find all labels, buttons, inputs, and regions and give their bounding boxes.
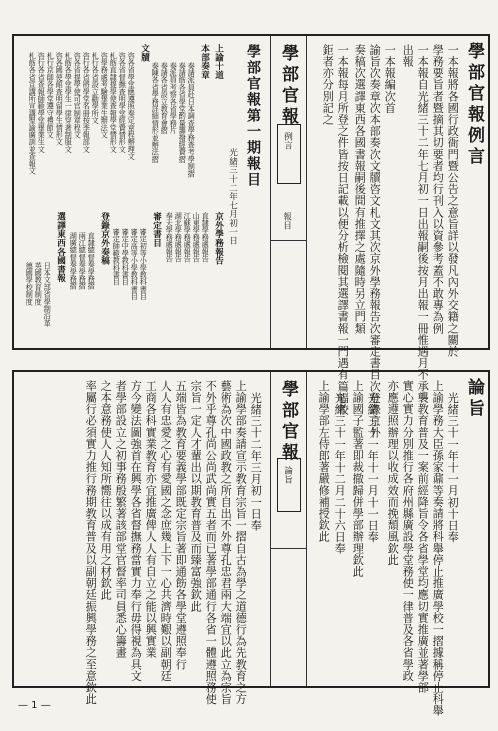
edict1-line: 實心實力分別推行各府州縣廣設學堂務使一律普及各省學政 <box>401 380 415 682</box>
edict4-line: 率屬行必須實力推行務期教育普及以副朝廷振興學務之至意欽此 <box>84 380 98 705</box>
edicts-section-title: 論旨 <box>464 378 484 420</box>
edict4-line: 宗旨一定人才輩出以期教育普及而臻富強欽此 <box>189 380 203 612</box>
toc-item: 咨各省督撫查明學堂經費情形文 <box>118 52 128 153</box>
edict4-line: 者學部設立之初事務殷繁著該部堂官督率司員悉心籌畫 <box>114 380 128 659</box>
toc-item: 湖廣總督奏學務摺 <box>69 232 79 290</box>
toc-item: 咨學務處考驗畢業生辦法文 <box>100 52 110 139</box>
edict4-line: 之本意務使人人知所嚮往以成有用之材欽此 <box>99 380 113 601</box>
toc-heading-memorials: 本部奏章 <box>199 44 210 80</box>
example-line-7: 奏稿次選譯東西各國書報嗣後間有推擇之處隨時另立門類 <box>353 44 367 334</box>
edict4-date: 光緒三十二年三月初一日奉 <box>249 392 263 532</box>
toc-item: 札飭各省宣講所宣講聖諭廣訓並查報文 <box>28 52 38 175</box>
toc-item: 奏請派員赴日本調查學務查考學制摺 <box>187 62 197 178</box>
toc-heading-edicts: 上諭十道 <box>213 44 224 80</box>
banner-title: 學部官報 <box>278 44 298 128</box>
toc-heading-documents: 文牘 <box>139 44 150 62</box>
toc-item: 札行各省設立勸學所文 <box>91 52 101 124</box>
issue-date: 光緒三十二年七月初一日 <box>227 148 238 245</box>
toc-item: 奏派員考察各省學務片 <box>169 62 179 134</box>
toc-item: 咨各國使館查明留學生情形文 <box>55 52 65 146</box>
example-line-2: 學務要旨者暨摘其切要者均行刊入以資參考蓋不敢專為例 <box>431 44 445 334</box>
toc-item: 奉天學務處報告 <box>165 212 175 263</box>
example-line-4: 出報 <box>401 44 415 68</box>
edict1-line: 承襲教育普及一案前經降旨令各省學堂均應切實推廣並著學部 <box>416 380 430 694</box>
edict2-date: 光緒三十一年十一月十一日奉 <box>366 392 380 543</box>
page-number: — 1 — <box>18 700 51 711</box>
toc-item: 湖北學務處報告 <box>174 212 184 263</box>
toc-item: 審定師範教科書目 <box>112 228 122 286</box>
toc-item: 兩江總督奏學務摺 <box>78 232 88 290</box>
edict4-line: 工商各科實業教育亦宜推廣俾人人有自立之能以興實業 <box>144 380 158 659</box>
example-line-6: 諭旨次奏章次本部奏次文牘咨文札文其次京外學務報告次審定書目次登錄京外 <box>368 44 382 439</box>
banner-rule <box>271 548 306 549</box>
banner-subtitle: 論旨 <box>282 466 293 484</box>
toc-item: 山東學務處報告 <box>192 212 202 263</box>
toc-item: 審定高等小學教科書目 <box>130 228 140 300</box>
toc-item: 札飭直隸提學使查報學堂情形文 <box>109 52 119 153</box>
banner-label: 報目 <box>281 212 292 230</box>
banner-title: 學部官報 <box>278 380 298 464</box>
toc-heading-reports: 京外學務報告 <box>213 212 224 265</box>
example-line-9: 鉅者亦分別記之 <box>321 44 335 126</box>
edict3-text: 上諭學部左侍郎著嚴修補授欽此 <box>317 380 331 543</box>
toc-item: 英國教育制度 <box>34 262 44 306</box>
toc-item: 奏請各省設立教育會摺 <box>160 62 170 134</box>
toc-heading-approved-books: 審定書目 <box>151 212 162 248</box>
banner-divider-left <box>270 372 271 686</box>
example-line-8: 一本報每月所登之件皆按日記載以便分析檢閱其選譯書報一門遇有篇幅較 <box>336 44 350 416</box>
banner-rule <box>271 240 306 241</box>
toc-item: 直隸總督奏學務摺 <box>87 232 97 290</box>
edict1-line: 上諭學務大臣孫家鼐等奏請將科舉停止推廣學校一摺據稱停止科舉 <box>431 380 445 717</box>
example-line-3: 一本報自光緒三十二年七月初一日出報嗣後按月出報一冊惟遇月不 <box>416 44 430 381</box>
toc-item: 奏陳各省學務詳細情形並辦法摺 <box>151 62 161 163</box>
toc-heading-memorial-drafts: 登錄京外奏稿 <box>99 212 110 265</box>
edict4-line: 人人有忠愛之心有愛國之念庶幾上下一心共濟時艱以副朝廷 <box>159 380 173 682</box>
banner-subtitle: 例言 <box>282 132 293 150</box>
toc-item: 直隸學務處報告 <box>201 212 211 263</box>
example-line-5: 一本報編次首 <box>383 44 397 114</box>
edict4-line: 五端皆為教育要義學部既定宗旨著即通飭各學堂遵照奉行 <box>174 380 188 670</box>
toc-item: 咨各省提學使司官制章程文 <box>73 52 83 139</box>
banner-divider-left <box>270 36 271 348</box>
banner-divider-right <box>306 36 307 348</box>
toc-item: 咨行各省查報師範學堂畢業生文 <box>37 52 47 153</box>
toc-item: 審定中學教科書目 <box>121 228 131 286</box>
edict4-line: 方今變法圖強首在興學各省督撫務當實力奉行毋得視為具文 <box>129 380 143 682</box>
issue-title: 學部官報第一期報目 <box>245 44 261 188</box>
toc-item: 咨各省學堂應遵照奏定章程辦理文 <box>127 52 137 160</box>
edict1-line: 亦應遵照辦理以收成效而挽頹風欽此 <box>386 380 400 566</box>
example-line-1: 一本報將各國行政衙門暨公告之意旨詳以發凡內外交籍之關於 <box>446 44 460 358</box>
examples-title: 學部官報例言 <box>464 42 484 168</box>
toc-item: 奏請飭各省學堂酌量籌撥經費摺 <box>178 62 188 163</box>
toc-item: 札行京師各學堂遵守禮節文 <box>46 52 56 139</box>
toc-item: 札飭各學堂學生一律穿著制服文 <box>64 52 74 153</box>
edict4-line: 藝術為次中國政教之所自出不外尊孔忠君兩大端宜以此立為宗旨 <box>219 380 233 705</box>
toc-item: 日本文部省學制沿革 <box>43 262 53 327</box>
toc-item: 咨行各省將學堂名冊按季報部文 <box>82 52 92 153</box>
toc-item: 德國學校制度 <box>25 262 35 306</box>
banner-divider-right <box>306 372 307 686</box>
toc-item: 江蘇學務處報告 <box>183 212 193 263</box>
toc-heading-translations: 選譯東西各國書報 <box>55 212 66 283</box>
edict4-line: 不外乎尊孔尚公尚武尚實五者而已著學部通行各省一體遵照務使 <box>204 380 218 705</box>
edict1-date: 光緒三十一年十一月初十日奉 <box>446 392 460 543</box>
edict4-line: 上諭學部奏請宣示教育宗旨一摺自古為學之道德行為先教育之方 <box>234 380 248 705</box>
edict2-text: 上諭國子監著即裁撤歸併學部辦理欽此 <box>351 380 365 578</box>
edict3-date: 光緒三十一年十二月二十六日奉 <box>333 392 347 555</box>
toc-item: 審定初等小學教科書目 <box>139 228 149 300</box>
